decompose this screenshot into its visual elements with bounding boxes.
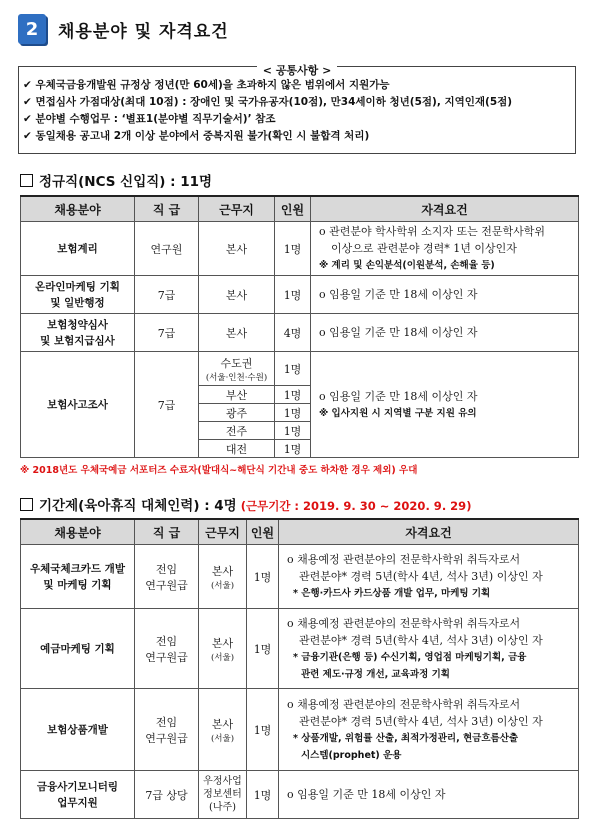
location-cell: 본사 xyxy=(199,314,275,352)
count-cell: 1명 xyxy=(275,422,311,440)
common-item: ✔ 분야별 수행업무 : ‘별표1(분야별 직무기술서)’ 참조 xyxy=(23,113,276,125)
common-item: ✔ 면접심사 가점대상(최대 10점) : 장애인 및 국가유공자(10점), 만34세이하 청년(5점), 지역인재(5점) xyxy=(23,96,513,108)
count-cell: 1명 xyxy=(247,609,279,689)
count-cell: 1명 xyxy=(275,386,311,404)
table-row xyxy=(21,352,579,386)
table-row xyxy=(21,276,579,314)
count-cell: 4명 xyxy=(275,314,311,352)
grade-cell: 연구원 xyxy=(135,222,199,276)
common-requirements-box xyxy=(18,66,576,154)
location-cell: 본사 (서울) xyxy=(199,689,247,771)
table-row xyxy=(21,771,579,819)
header-grade: 직 급 xyxy=(135,519,199,545)
location-cell: 본사 (서울) xyxy=(199,545,247,609)
common-item: ✔ 동일채용 공고내 2개 이상 분야에서 중복지원 불가(확인 시 불합격 처리) xyxy=(23,130,370,142)
contract-period: (근무기간 : 2019. 9. 30 ~ 2020. 9. 29) xyxy=(240,499,472,513)
regular-heading: 정규직(NCS 신입직) : 11명 xyxy=(20,170,212,190)
count-cell: 1명 xyxy=(247,689,279,771)
regular-table xyxy=(20,195,579,458)
requirements-cell: o 채용예정 관련분야의 전문학사학위 취득자로서 관련분야* 경력 5년(학사 4년, 석사 3년) 이상인 자 * 은행·카드사 카드상품 개발 업무, 마케팅 기획 xyxy=(279,545,579,609)
grade-cell: 7급 상당 xyxy=(135,771,199,819)
field-cell: 우체국체크카드 개발 및 마케팅 기획 xyxy=(21,545,135,609)
table-row xyxy=(21,545,579,609)
count-cell: 1명 xyxy=(275,404,311,422)
note-text: 시스템(prophet) 운용 xyxy=(301,749,402,761)
count-cell: 1명 xyxy=(275,352,311,386)
location-cell: 수도권 (서울·인천·수원) xyxy=(199,352,275,386)
note-text: * 은행·카드사 카드상품 개발 업무, 마케팅 기획 xyxy=(293,588,491,599)
field-cell: 금융사기모니터링 업무지원 xyxy=(21,771,135,819)
section-number-badge: 2 xyxy=(18,14,46,44)
location-cell: 대전 xyxy=(199,440,275,458)
note-text: 관련 제도·규정 개선, 교육과정 기획 xyxy=(301,668,450,680)
header-requirements: 자격요건 xyxy=(279,519,579,545)
section-title: 채용분야 및 자격요건 xyxy=(58,21,229,42)
field-cell: 예금마케팅 기획 xyxy=(21,609,135,689)
checkbox-square-icon xyxy=(20,498,33,511)
note-text: * 상품개발, 위험률 산출, 최적가정관리, 현금흐름산출 xyxy=(293,732,519,744)
location-cell: 본사 xyxy=(199,222,275,276)
section-header xyxy=(18,14,229,44)
location-cell: 본사 (서울) xyxy=(199,609,247,689)
requirements-cell: o 관련분야 학사학위 소지자 또는 전문학사학위 이상으로 관련분야 경력* 1년 이상인자 ※ 계리 및 손익분석(이원분석, 손해율 등) xyxy=(311,222,579,276)
count-cell: 1명 xyxy=(247,771,279,819)
count-cell: 1명 xyxy=(275,440,311,458)
header-location: 근무지 xyxy=(199,196,275,222)
header-count: 인원 xyxy=(275,196,311,222)
grade-cell: 7급 xyxy=(135,276,199,314)
field-cell: 보험청약심사 및 보험지급심사 xyxy=(21,314,135,352)
field-cell: 보험사고조사 xyxy=(21,352,135,458)
grade-cell: 7급 xyxy=(135,352,199,458)
header-field: 채용분야 xyxy=(21,519,135,545)
requirements-cell: o 임용일 기준 만 18세 이상인 자 xyxy=(279,771,579,819)
field-cell: 온라인마케팅 기획 및 일반행정 xyxy=(21,276,135,314)
contract-heading: 기간제(육아휴직 대체인력) : 4명 (근무기간 : 2019. 9. 30 ~ 2020. 9. 29) xyxy=(20,494,471,514)
note-text: ※ 계리 및 손익분석(이원분석, 손해율 등) xyxy=(319,260,495,271)
contract-table xyxy=(20,518,579,819)
location-cell: 우정사업 정보센터 (나주) xyxy=(199,771,247,819)
location-cell: 부산 xyxy=(199,386,275,404)
requirements-cell: o 임용일 기준 만 18세 이상인 자 ※ 입사지원 시 지역별 구분 지원 유의 xyxy=(311,352,579,458)
location-cell: 전주 xyxy=(199,422,275,440)
table-row xyxy=(21,222,579,276)
requirements-cell: o 임용일 기준 만 18세 이상인 자 xyxy=(311,276,579,314)
field-cell: 보험상품개발 xyxy=(21,689,135,771)
field-cell: 보험계리 xyxy=(21,222,135,276)
table-row xyxy=(21,609,579,689)
grade-cell: 전임 연구원급 xyxy=(135,545,199,609)
header-count: 인원 xyxy=(247,519,279,545)
grade-cell: 7급 xyxy=(135,314,199,352)
count-cell: 1명 xyxy=(275,222,311,276)
checkbox-square-icon xyxy=(20,174,33,187)
count-cell: 1명 xyxy=(247,545,279,609)
note-text: * 금융기관(은행 등) 수신기획, 영업점 마케팅기획, 금융 xyxy=(293,651,527,663)
location-cell: 본사 xyxy=(199,276,275,314)
header-requirements: 자격요건 xyxy=(311,196,579,222)
table-header-row xyxy=(21,519,579,545)
common-item: ✔ 우체국금융개발원 규정상 정년(만 60세)을 초과하지 않은 범위에서 지원가능 xyxy=(23,79,390,91)
table-row xyxy=(21,314,579,352)
table-row xyxy=(21,689,579,771)
header-field: 채용분야 xyxy=(21,196,135,222)
grade-cell: 전임 연구원급 xyxy=(135,689,199,771)
table-header-row xyxy=(21,196,579,222)
location-cell: 광주 xyxy=(199,404,275,422)
requirements-cell: o 임용일 기준 만 18세 이상인 자 xyxy=(311,314,579,352)
note-text: ※ 입사지원 시 지역별 구분 지원 유의 xyxy=(319,407,477,419)
common-heading: < 공통사항 > xyxy=(257,64,338,77)
grade-cell: 전임 연구원급 xyxy=(135,609,199,689)
requirements-cell: o 채용예정 관련분야의 전문학사학위 취득자로서 관련분야* 경력 5년(학사 4년, 석사 3년) 이상인 자 * 금융기관(은행 등) 수신기획, 영업점 마케팅기획, 금융 관련 제도·규정 개선, 교육과정 기획 xyxy=(279,609,579,689)
common-list xyxy=(23,77,512,145)
requirements-cell: o 채용예정 관련분야의 전문학사학위 취득자로서 관련분야* 경력 5년(학사 4년, 석사 3년) 이상인 자 * 상품개발, 위험률 산출, 최적가정관리, 현금흐름산출 시스템(prophet) 운용 xyxy=(279,689,579,771)
header-grade: 직 급 xyxy=(135,196,199,222)
count-cell: 1명 xyxy=(275,276,311,314)
regular-footnote: ※ 2018년도 우체국예금 서포터즈 수료자(발대식~해단식 기간내 중도 하차한 경우 제외) 우대 xyxy=(20,465,418,476)
header-location: 근무지 xyxy=(199,519,247,545)
